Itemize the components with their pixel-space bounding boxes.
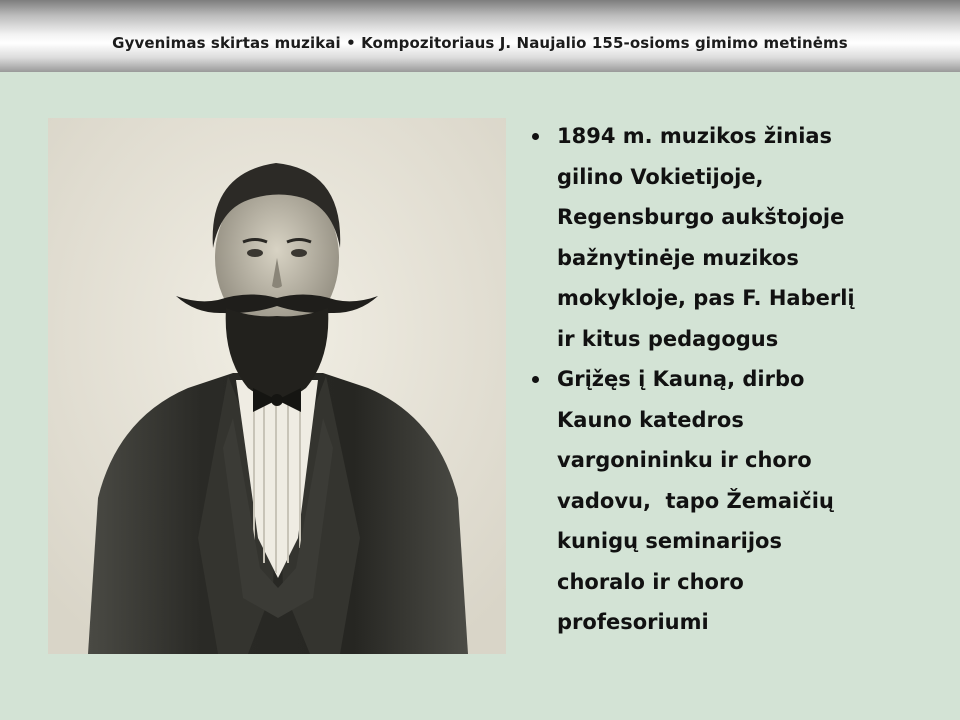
bullet-dot-icon bbox=[532, 376, 539, 383]
bullet-line: bažnytinėje muzikos bbox=[557, 245, 799, 270]
bullet-line: Kauno katedros bbox=[557, 407, 744, 432]
bullet-item bbox=[530, 116, 940, 359]
portrait-illustration bbox=[48, 118, 506, 654]
bullet-line: mokykloje, pas F. Haberlį bbox=[557, 286, 855, 310]
bullet-line: profesoriumi bbox=[557, 610, 709, 634]
bullet-line: gilino Vokietijoje, bbox=[557, 164, 764, 189]
bullet-line: ir kitus pedagogus bbox=[557, 326, 779, 351]
bullet-line: choralo ir choro bbox=[557, 569, 744, 594]
bullet-dot-icon bbox=[532, 133, 539, 140]
bullet-line: Regensburgo aukštojoje bbox=[557, 205, 845, 229]
header-title: Gyvenimas skirtas muzikai • Kompozitoriaus J. Naujalio 155-osioms gimimo metinėms bbox=[112, 34, 848, 52]
bullet-line: Grįžęs į Kauną, dirbo bbox=[557, 367, 805, 391]
bullet-item bbox=[530, 359, 940, 643]
portrait-photo bbox=[48, 118, 506, 654]
bullet-line: vargonininku ir choro bbox=[557, 448, 812, 472]
bullet-line: vadovu, tapo Žemaičių bbox=[557, 488, 834, 513]
bullet-line: 1894 m. muzikos žinias bbox=[557, 124, 833, 148]
bullet-line: kunigų seminarijos bbox=[557, 529, 782, 553]
bullet-list bbox=[530, 116, 940, 643]
